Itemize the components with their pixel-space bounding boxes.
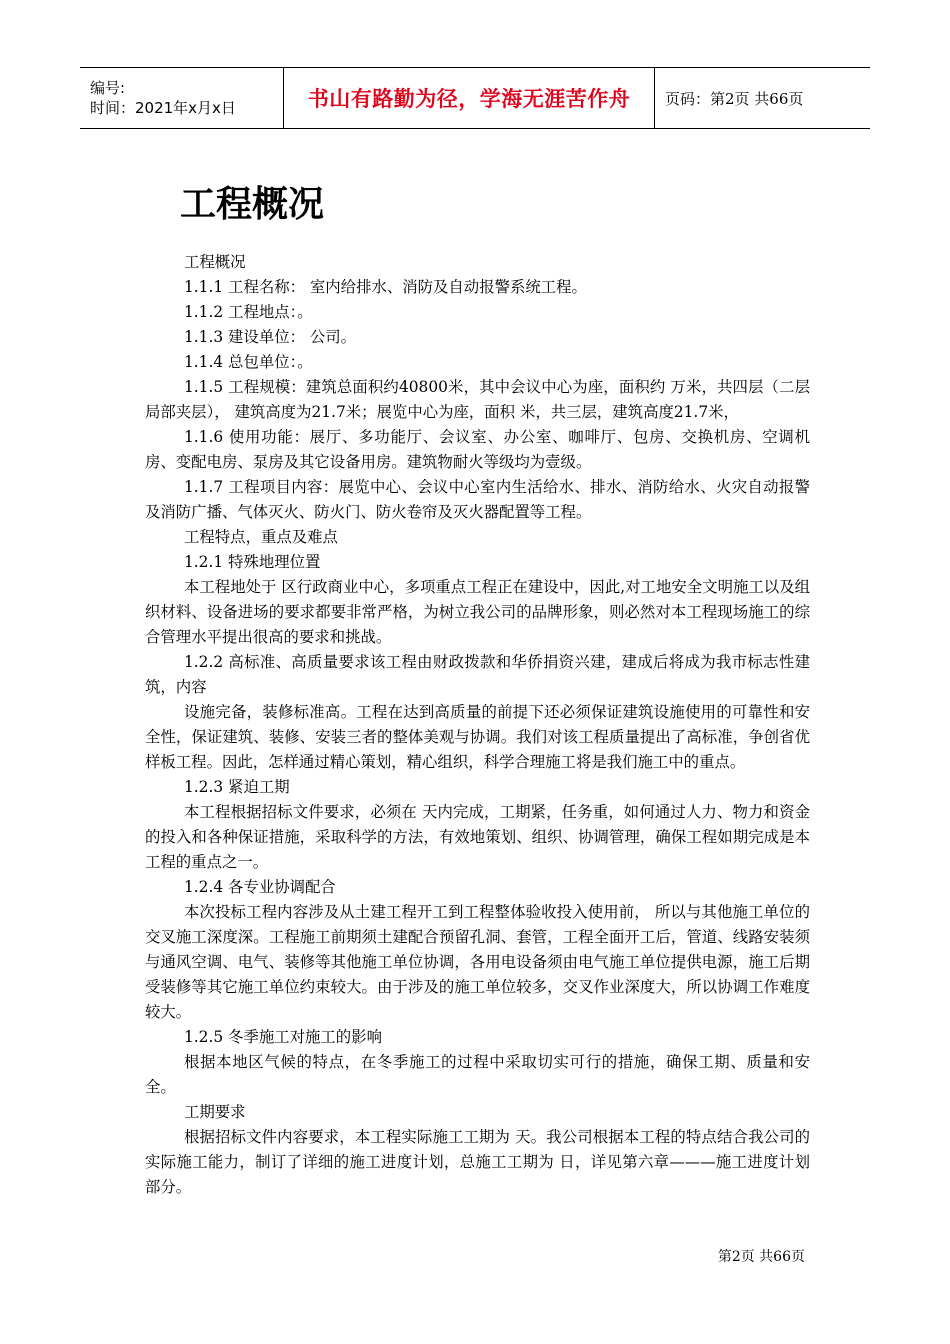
header-page-info — [655, 68, 870, 128]
page-title: 工程概况 — [180, 184, 325, 225]
header-motto-cell — [283, 68, 655, 128]
paragraph: 1.2.2 高标准、高质量要求该工程由财政拨款和华侨捐资兴建，建成后将成为我市标志性建筑，内容 — [145, 653, 810, 696]
header-meta — [80, 68, 283, 128]
paragraph: 1.1.1 工程名称： 室内给排水、消防及自动报警系统工程。 — [184, 278, 587, 296]
paragraph: 1.1.6 使用功能：展厅、多功能厅、会议室、办公室、咖啡厅、包房、交换机房、空调机房、变配电房、泵房及其它设备用房。建筑物耐火等级均为壹级。 — [145, 428, 810, 471]
motto-text: 书山有路勤为径，学海无涯苦作舟 — [307, 87, 631, 111]
paragraph: 根据本地区气候的特点，在冬季施工的过程中采取切实可行的措施，确保工期、质量和安全。 — [145, 1053, 810, 1096]
page-footer: 第2页 共66页 — [717, 1249, 805, 1265]
paragraph: 1.2.3 紧迫工期 — [184, 778, 290, 796]
document-body — [145, 250, 810, 1200]
paragraph: 设施完备，装修标准高。工程在达到高质量的前提下还必须保证建筑设施使用的可靠性和安全性，保证建筑、装修、安装三者的整体美观与协调。我们对该工程质量提出了高标准，争创省优样板工程。因此，怎样通过精心策划，精心组织，科学合理施工将是我们施工中的重点。 — [145, 703, 810, 771]
paragraph: 1.1.2 工程地点：。 — [184, 303, 313, 321]
paragraph: 1.1.7 工程项目内容：展览中心、会议中心室内生活给水、排水、消防给水、火灾自动报警及消防广播、气体灭火、防火门、防火卷帘及灭火器配置等工程。 — [145, 478, 810, 521]
paragraph: 1.1.3 建设单位： 公司。 — [184, 328, 357, 346]
paragraph: 工程特点，重点及难点 — [184, 528, 338, 546]
paragraph: 本工程地处于 区行政商业中心，多项重点工程正在建设中，因此,对工地安全文明施工以及组织材料、设备进场的要求都要非常严格，为树立我公司的品牌形象，则必然对本工程现场施工的综合管理水平提出很高的要求和挑战。 — [145, 578, 810, 646]
page-info-text: 页码：第2页 共66页 — [665, 89, 804, 108]
paragraph: 本工程根据招标文件要求，必须在 天内完成，工期紧，任务重，如何通过人力、物力和资金的投入和各种保证措施，采取科学的方法，有效地策划、组织、协调管理，确保工程如期完成是本工程的重点之一。 — [145, 803, 810, 871]
paragraph: 工程概况 — [184, 253, 246, 271]
paragraph: 1.2.4 各专业协调配合 — [184, 878, 336, 896]
paragraph: 工期要求 — [184, 1103, 246, 1121]
paragraph: 1.2.5 冬季施工对施工的影响 — [184, 1028, 382, 1046]
paragraph: 1.1.5 工程规模：建筑总面积约40800米，其中会议中心为座，面积约 万米，共四层（二层局部夹层）， 建筑高度为21.7米；展览中心为座，面积 米，共三层，建筑高度21.7米， — [145, 378, 810, 421]
time-label: 时间：2021年x月x日 — [90, 99, 236, 117]
paragraph: 1.2.1 特殊地理位置 — [184, 553, 321, 571]
number-label: 编号: — [90, 79, 126, 97]
header-table — [80, 67, 870, 129]
paragraph: 1.1.4 总包单位：。 — [184, 353, 313, 371]
paragraph: 本次投标工程内容涉及从土建工程开工到工程整体验收投入使用前， 所以与其他施工单位的交叉施工深度深。工程施工前期须土建配合预留孔洞、套管，工程全面开工后，管道、线路安装须与通风空调、电气、装修等其他施工单位协调，各用电设备须由电气施工单位提供电源，施工后期受装修等其它施工单位约束较大。由于涉及的施工单位较多，交叉作业深度大，所以协调工作难度较大。 — [145, 903, 810, 1021]
paragraph: 根据招标文件内容要求，本工程实际施工工期为 天。我公司根据本工程的特点结合我公司的实际施工能力，制订了详细的施工进度计划，总施工工期为 日，详见第六章———施工进度计划部分。 — [145, 1128, 810, 1196]
